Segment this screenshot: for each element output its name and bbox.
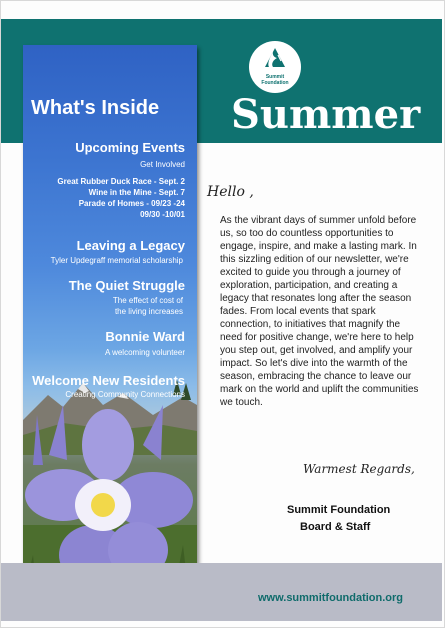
letter-closing: Warmest Regards,: [303, 462, 415, 476]
letter-body: As the vibrant days of summer unfold before us, so too do countless opportunities to engage, inspire, and make a lasting mark. In this sizzling edition of our newsletter, we're excited to guide you through a journey of exploration, participation, and creating a legacy that resonates long after the season fades. From local events that spark connection, to initiatives that magnify the need for positive change, we're here to help you step out, get involved, and amplify your impact. So let's dive into the warmth of the season, embracing the chance to leave our mark on the world and uplift the communities we touch.: [220, 215, 419, 408]
logo-text: [249, 74, 301, 86]
logo-line-1: Summit: [265, 74, 285, 80]
whats-inside-sidebar: [23, 45, 197, 597]
event-wine-mine: Wine in the Mine - Sept. 7: [88, 188, 185, 197]
section-title-upcoming-events: Upcoming Events: [75, 140, 185, 155]
section-title-leaving-legacy: Leaving a Legacy: [76, 238, 185, 253]
signature-board: Board & Staff: [300, 521, 371, 533]
page-title: Summer: [231, 91, 421, 138]
mountain-logo-icon: [261, 45, 289, 75]
section-title-bonnie-ward: Bonnie Ward: [105, 329, 185, 344]
event-parade-homes: Parade of Homes - 09/23 -24: [78, 199, 185, 208]
logo-line-2: Foundation: [261, 80, 289, 86]
section-sub-community: Creating Community Connections: [65, 390, 185, 399]
signature-organization: Summit Foundation: [287, 504, 391, 516]
section-sub-get-involved: Get Involved: [140, 160, 185, 169]
section-sub-volunteer: A welcoming volunteer: [104, 348, 185, 357]
event-parade-homes-dates: 09/30 -10/01: [140, 210, 185, 219]
section-title-welcome-residents: Welcome New Residents: [32, 373, 185, 388]
section-sub-scholarship: Tyler Updegraff memorial scholarship: [50, 256, 183, 265]
section-title-quiet-struggle: The Quiet Struggle: [68, 278, 185, 293]
summit-foundation-logo: [249, 41, 301, 93]
letter-greeting: Hello ,: [207, 184, 254, 200]
website-link[interactable]: www.summitfoundation.org: [258, 592, 404, 604]
section-sub-cost-1: The effect of cost of: [112, 296, 183, 305]
event-rubber-duck: Great Rubber Duck Race - Sept. 2: [57, 177, 185, 186]
sidebar-heading: What's Inside: [31, 97, 160, 119]
section-sub-cost-2: the living increases: [114, 307, 183, 316]
